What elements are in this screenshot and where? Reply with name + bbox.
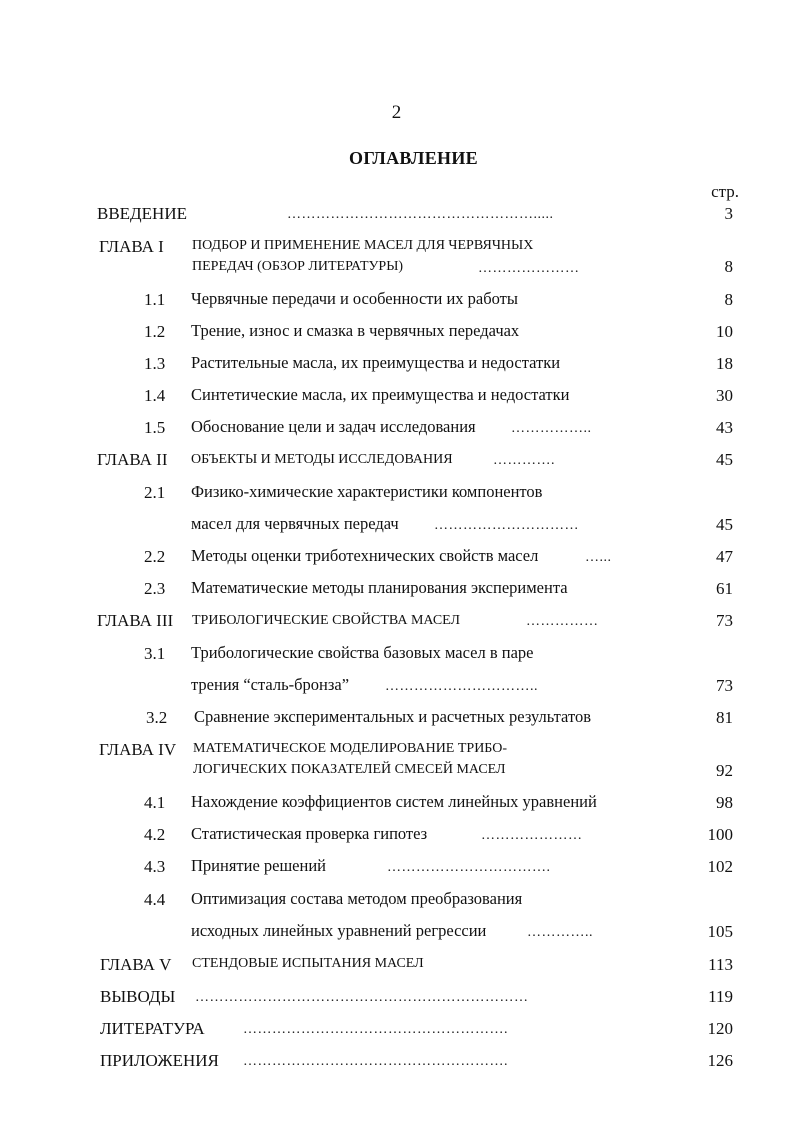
- toc-ch1-dots: …………………: [478, 261, 580, 276]
- toc-s1-4-text: Синтетические масла, их преимущества и недостатки: [191, 385, 570, 404]
- page-column-header: стр.: [711, 182, 739, 201]
- toc-s3-1-dots: …………………………..: [385, 679, 538, 694]
- toc-s4-1-text: Нахождение коэффициентов систем линейных уравнений: [191, 792, 597, 811]
- toc-ch1-page: 8: [724, 257, 733, 276]
- toc-s2-2-dots: …...: [585, 550, 612, 565]
- toc-s4-4-text-line2: исходных линейных уравнений регрессии: [191, 921, 487, 940]
- toc-s1-3-text: Растительные масла, их преимущества и недостатки: [191, 353, 561, 372]
- toc-s4-4-page: 105: [707, 922, 733, 941]
- toc-s3-2-num: 3.2: [146, 708, 168, 727]
- toc-ch4-title-line1: МАТЕМАТИЧЕСКОЕ МОДЕЛИРОВАНИЕ ТРИБО-: [193, 741, 508, 756]
- toc-s1-2-page: 10: [716, 322, 733, 341]
- toc-s1-4-page: 30: [716, 386, 733, 405]
- toc-conclusions-label: ВЫВОДЫ: [100, 987, 176, 1006]
- toc-s1-1-page: 8: [724, 290, 733, 309]
- toc-ch4-label: ГЛАВА IV: [99, 740, 177, 759]
- toc-s2-2-num: 2.2: [144, 547, 166, 566]
- toc-s2-1-page: 45: [716, 515, 733, 534]
- toc-s4-3-page: 102: [707, 857, 733, 876]
- toc-s2-3-page: 61: [716, 579, 733, 598]
- toc-s1-5-num: 1.5: [144, 418, 166, 437]
- toc-s4-4-num: 4.4: [144, 890, 166, 909]
- toc-s2-1-text-line2: масел для червячных передач: [191, 514, 399, 533]
- toc-s3-1-page: 73: [716, 676, 733, 695]
- page-number: 2: [391, 102, 402, 123]
- toc-intro-dots: …………………………………………….....: [287, 207, 554, 222]
- toc-intro-label: ВВЕДЕНИЕ: [97, 204, 187, 223]
- toc-ch5-page: 113: [708, 955, 733, 974]
- toc-s1-1-num: 1.1: [144, 290, 166, 309]
- toc-s1-4-num: 1.4: [144, 386, 166, 405]
- toc-s4-2-dots: …………………: [481, 828, 583, 843]
- toc-appendix-dots: ……………………………………………….: [243, 1054, 508, 1069]
- toc-s3-1-text-line2: трения “сталь-бронза”: [191, 675, 350, 694]
- toc-ch1-label: ГЛАВА I: [99, 237, 164, 256]
- toc-s4-2-text: Статистическая проверка гипотез: [191, 824, 428, 843]
- toc-ch3-dots: ……………: [526, 614, 599, 629]
- toc-s4-3-num: 4.3: [144, 857, 166, 876]
- toc-literature-page: 120: [707, 1019, 733, 1038]
- toc-s4-2-num: 4.2: [144, 825, 166, 844]
- toc-s2-2-text: Методы оценки триботехнических свойств масел: [191, 546, 539, 565]
- toc-s1-1-text: Червячные передачи и особенности их работы: [191, 289, 518, 308]
- toc-s4-3-dots: …………………………….: [387, 860, 551, 875]
- toc-intro-page: 3: [724, 204, 733, 223]
- toc-ch3-page: 73: [716, 611, 733, 630]
- toc-appendix-page: 126: [707, 1051, 733, 1070]
- toc-ch1-title-line2: ПЕРЕДАЧ (ОБЗОР ЛИТЕРАТУРЫ): [192, 259, 404, 274]
- toc-s4-4-text-line1: Оптимизация состава методом преобразования: [191, 889, 523, 908]
- toc-s1-3-num: 1.3: [144, 354, 166, 373]
- toc-ch5-title: СТЕНДОВЫЕ ИСПЫТАНИЯ МАСЕЛ: [192, 956, 424, 971]
- toc-ch1-title-line1: ПОДБОР И ПРИМЕНЕНИЕ МАСЕЛ ДЛЯ ЧЕРВЯЧНЫХ: [192, 238, 534, 253]
- toc-s4-2-page: 100: [707, 825, 733, 844]
- toc-s3-2-page: 81: [716, 708, 733, 727]
- toc-s3-1-num: 3.1: [144, 644, 166, 663]
- toc-literature-dots: ……………………………………………….: [243, 1022, 508, 1037]
- toc-s3-1-text-line1: Трибологические свойства базовых масел в паре: [191, 643, 534, 662]
- toc-s1-2-num: 1.2: [144, 322, 166, 341]
- toc-s3-2-text: Сравнение экспериментальных и расчетных результатов: [194, 707, 591, 726]
- toc-ch2-title: ОБЪЕКТЫ И МЕТОДЫ ИССЛЕДОВАНИЯ: [191, 452, 453, 467]
- toc-s2-3-text: Математические методы планирования эксперимента: [191, 578, 568, 597]
- toc-s4-1-num: 4.1: [144, 793, 166, 812]
- toc-s4-3-text: Принятие решений: [191, 856, 326, 875]
- toc-conclusions-dots: ……………………………………………………………: [195, 990, 529, 1005]
- toc-s4-4-dots: …………..: [527, 925, 593, 940]
- toc-s2-3-num: 2.3: [144, 579, 166, 598]
- toc-ch4-title-line2: ЛОГИЧЕСКИХ ПОКАЗАТЕЛЕЙ СМЕСЕЙ МАСЕЛ: [193, 762, 506, 777]
- toc-s2-2-page: 47: [716, 547, 733, 566]
- toc-appendix-label: ПРИЛОЖЕНИЯ: [100, 1051, 219, 1070]
- toc-s1-5-text: Обоснование цели и задач исследования: [191, 417, 476, 436]
- toc-s1-5-page: 43: [716, 418, 733, 437]
- toc-s4-1-page: 98: [716, 793, 733, 812]
- toc-ch5-label: ГЛАВА V: [100, 955, 172, 974]
- toc-s2-1-text-line1: Физико-химические характеристики компонентов: [191, 482, 543, 501]
- toc-ch3-title: ТРИБОЛОГИЧЕСКИЕ СВОЙСТВА МАСЕЛ: [192, 613, 461, 628]
- toc-s1-5-dots: ……………..: [511, 421, 592, 436]
- toc-ch3-label: ГЛАВА III: [97, 611, 174, 630]
- toc-s2-1-dots: …………………………: [434, 518, 579, 533]
- page-title: ОГЛАВЛЕНИЕ: [349, 148, 478, 168]
- toc-ch2-page: 45: [716, 450, 733, 469]
- toc-ch2-label: ГЛАВА II: [97, 450, 168, 469]
- toc-s1-2-text: Трение, износ и смазка в червячных передачах: [191, 321, 520, 340]
- toc-conclusions-page: 119: [708, 987, 733, 1006]
- toc-ch2-dots: ………….: [493, 453, 555, 468]
- toc-s1-3-page: 18: [716, 354, 733, 373]
- toc-s2-1-num: 2.1: [144, 483, 166, 502]
- toc-ch4-page: 92: [716, 761, 733, 780]
- toc-literature-label: ЛИТЕРАТУРА: [100, 1019, 205, 1038]
